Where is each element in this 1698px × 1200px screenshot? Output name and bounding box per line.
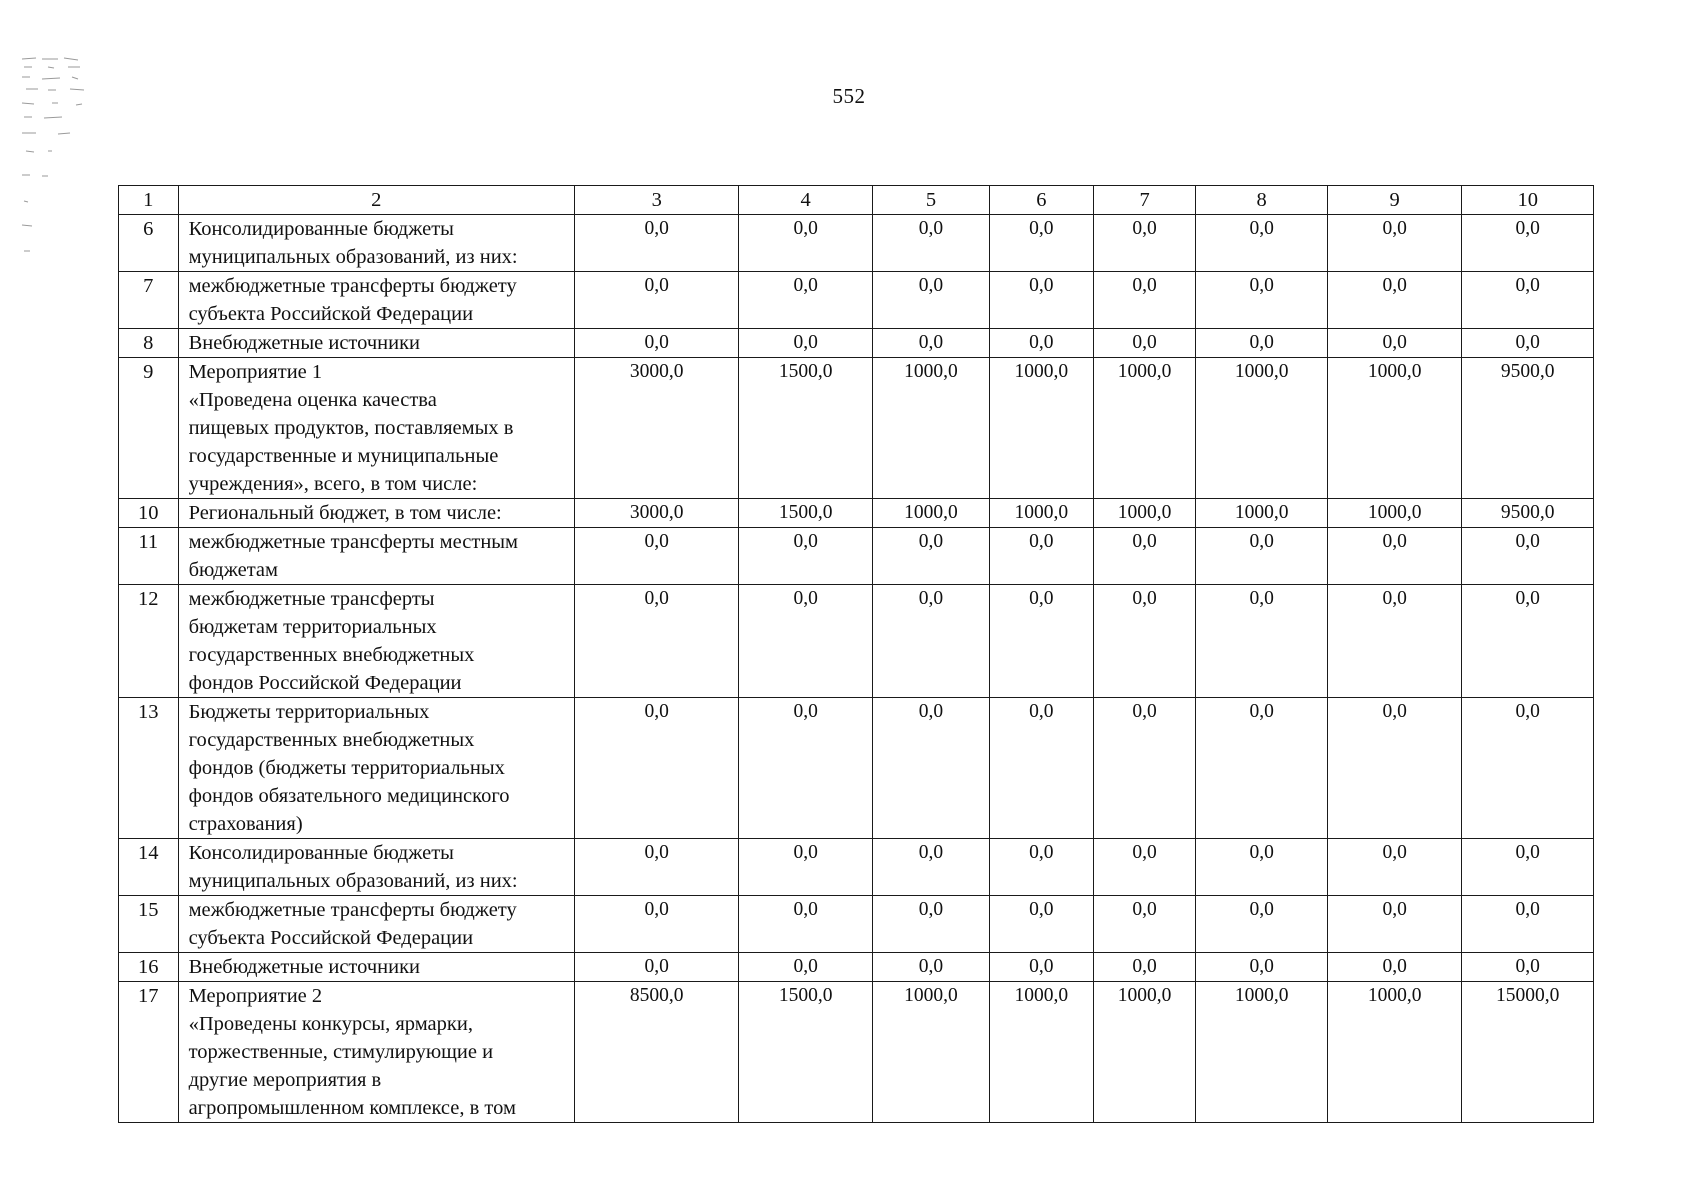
table-row	[119, 896, 1594, 953]
row-number: 13	[119, 698, 179, 839]
value-cell: 0,0	[1462, 896, 1594, 953]
value-cell: 0,0	[739, 953, 873, 982]
value-cell: 0,0	[872, 272, 989, 329]
value-cell: 1000,0	[872, 358, 989, 499]
value-cell: 0,0	[1093, 528, 1196, 585]
value-cell: 0,0	[1093, 698, 1196, 839]
value-cell: 1000,0	[1196, 982, 1327, 1123]
value-cell: 0,0	[1462, 585, 1594, 698]
value-cell: 0,0	[1093, 896, 1196, 953]
table-row	[119, 329, 1594, 358]
value-cell: 0,0	[575, 215, 739, 272]
column-header-9: 9	[1327, 186, 1462, 215]
value-cell: 0,0	[1196, 528, 1327, 585]
value-cell: 0,0	[872, 953, 989, 982]
column-header-5: 5	[872, 186, 989, 215]
row-description: межбюджетные трансферты бюджету субъекта Российской Федерации	[178, 896, 574, 953]
table-row	[119, 215, 1594, 272]
column-header-8: 8	[1196, 186, 1327, 215]
value-cell: 0,0	[989, 896, 1093, 953]
value-cell: 0,0	[989, 585, 1093, 698]
row-number: 15	[119, 896, 179, 953]
row-description: Мероприятие 2 «Проведены конкурсы, ярмарки, торжественные, стимулирующие и другие мероприятия в агропромышленном комплексе, в том	[178, 982, 574, 1123]
value-cell: 0,0	[739, 698, 873, 839]
row-number: 17	[119, 982, 179, 1123]
table-row	[119, 585, 1594, 698]
row-description: межбюджетные трансферты бюджетам территориальных государственных внебюджетных фондов Российской Федерации	[178, 585, 574, 698]
value-cell: 1000,0	[1196, 358, 1327, 499]
value-cell: 0,0	[1093, 329, 1196, 358]
value-cell: 0,0	[1093, 215, 1196, 272]
table-row	[119, 698, 1594, 839]
table-row	[119, 358, 1594, 499]
value-cell: 0,0	[1196, 585, 1327, 698]
value-cell: 0,0	[1462, 272, 1594, 329]
value-cell: 0,0	[989, 953, 1093, 982]
value-cell: 0,0	[1196, 953, 1327, 982]
table-row	[119, 499, 1594, 528]
value-cell: 0,0	[1327, 953, 1462, 982]
column-header-4: 4	[739, 186, 873, 215]
table-row	[119, 528, 1594, 585]
table-body	[119, 186, 1594, 1123]
column-header-3: 3	[575, 186, 739, 215]
value-cell: 0,0	[1327, 272, 1462, 329]
column-header-10: 10	[1462, 186, 1594, 215]
value-cell: 0,0	[739, 528, 873, 585]
value-cell: 0,0	[1327, 528, 1462, 585]
row-description: Консолидированные бюджеты муниципальных образований, из них:	[178, 839, 574, 896]
row-number: 9	[119, 358, 179, 499]
value-cell: 1000,0	[1196, 499, 1327, 528]
row-description: Бюджеты территориальных государственных внебюджетных фондов (бюджеты территориальных фондов обязательного медицинского страхования)	[178, 698, 574, 839]
value-cell: 0,0	[989, 272, 1093, 329]
value-cell: 0,0	[739, 272, 873, 329]
value-cell: 0,0	[872, 215, 989, 272]
column-header-7: 7	[1093, 186, 1196, 215]
row-number: 10	[119, 499, 179, 528]
row-description: Мероприятие 1 «Проведена оценка качества пищевых продуктов, поставляемых в государственные и муниципальные учреждения», всего, в том числе:	[178, 358, 574, 499]
value-cell: 0,0	[1093, 839, 1196, 896]
value-cell: 0,0	[989, 528, 1093, 585]
value-cell: 1500,0	[739, 358, 873, 499]
value-cell: 0,0	[1093, 272, 1196, 329]
value-cell: 0,0	[1196, 896, 1327, 953]
row-description: Внебюджетные источники	[178, 329, 574, 358]
value-cell: 1000,0	[1327, 982, 1462, 1123]
budget-table	[118, 185, 1594, 1123]
table-row	[119, 953, 1594, 982]
table-row	[119, 272, 1594, 329]
value-cell: 0,0	[1462, 329, 1594, 358]
value-cell: 0,0	[1462, 215, 1594, 272]
column-header-6: 6	[989, 186, 1093, 215]
value-cell: 0,0	[872, 839, 989, 896]
value-cell: 0,0	[1196, 698, 1327, 839]
value-cell: 0,0	[739, 215, 873, 272]
value-cell: 1000,0	[1093, 499, 1196, 528]
header-row	[119, 186, 1594, 215]
value-cell: 0,0	[989, 329, 1093, 358]
value-cell: 0,0	[1093, 585, 1196, 698]
row-number: 8	[119, 329, 179, 358]
row-description: межбюджетные трансферты местным бюджетам	[178, 528, 574, 585]
value-cell: 0,0	[1327, 585, 1462, 698]
value-cell: 1000,0	[1093, 358, 1196, 499]
value-cell: 0,0	[1462, 698, 1594, 839]
value-cell: 1500,0	[739, 499, 873, 528]
value-cell: 0,0	[1196, 839, 1327, 896]
value-cell: 1000,0	[989, 982, 1093, 1123]
value-cell: 0,0	[1462, 953, 1594, 982]
value-cell: 0,0	[872, 528, 989, 585]
row-number: 11	[119, 528, 179, 585]
value-cell: 0,0	[575, 896, 739, 953]
value-cell: 0,0	[872, 698, 989, 839]
value-cell: 0,0	[872, 896, 989, 953]
value-cell: 1000,0	[872, 499, 989, 528]
value-cell: 0,0	[989, 215, 1093, 272]
value-cell: 0,0	[1462, 839, 1594, 896]
value-cell: 1500,0	[739, 982, 873, 1123]
value-cell: 9500,0	[1462, 358, 1594, 499]
value-cell: 0,0	[1196, 215, 1327, 272]
value-cell: 0,0	[1196, 272, 1327, 329]
value-cell: 1000,0	[989, 358, 1093, 499]
value-cell: 0,0	[1327, 215, 1462, 272]
value-cell: 15000,0	[1462, 982, 1594, 1123]
value-cell: 0,0	[1327, 698, 1462, 839]
value-cell: 1000,0	[1327, 499, 1462, 528]
value-cell: 0,0	[739, 585, 873, 698]
row-description: Консолидированные бюджеты муниципальных образований, из них:	[178, 215, 574, 272]
value-cell: 0,0	[575, 585, 739, 698]
value-cell: 0,0	[575, 272, 739, 329]
row-number: 6	[119, 215, 179, 272]
value-cell: 0,0	[739, 839, 873, 896]
value-cell: 0,0	[1196, 329, 1327, 358]
value-cell: 0,0	[1462, 528, 1594, 585]
value-cell: 0,0	[1327, 839, 1462, 896]
value-cell: 0,0	[1093, 953, 1196, 982]
table-row	[119, 982, 1594, 1123]
value-cell: 9500,0	[1462, 499, 1594, 528]
value-cell: 0,0	[575, 329, 739, 358]
value-cell: 0,0	[739, 329, 873, 358]
column-header-2: 2	[178, 186, 574, 215]
value-cell: 0,0	[575, 839, 739, 896]
row-number: 7	[119, 272, 179, 329]
value-cell: 0,0	[575, 953, 739, 982]
value-cell: 0,0	[1327, 896, 1462, 953]
value-cell: 8500,0	[575, 982, 739, 1123]
value-cell: 0,0	[575, 698, 739, 839]
value-cell: 3000,0	[575, 499, 739, 528]
value-cell: 1000,0	[1327, 358, 1462, 499]
row-description: Внебюджетные источники	[178, 953, 574, 982]
value-cell: 0,0	[575, 528, 739, 585]
value-cell: 0,0	[872, 585, 989, 698]
value-cell: 1000,0	[1093, 982, 1196, 1123]
value-cell: 3000,0	[575, 358, 739, 499]
margin-stamp-image	[18, 55, 98, 265]
row-number: 14	[119, 839, 179, 896]
page-number: 552	[832, 84, 866, 108]
row-number: 16	[119, 953, 179, 982]
value-cell: 0,0	[989, 839, 1093, 896]
value-cell: 1000,0	[989, 499, 1093, 528]
row-description: Региональный бюджет, в том числе:	[178, 499, 574, 528]
table-row	[119, 839, 1594, 896]
value-cell: 0,0	[989, 698, 1093, 839]
value-cell: 0,0	[872, 329, 989, 358]
row-number: 12	[119, 585, 179, 698]
row-description: межбюджетные трансферты бюджету субъекта Российской Федерации	[178, 272, 574, 329]
column-header-1: 1	[119, 186, 179, 215]
value-cell: 0,0	[739, 896, 873, 953]
value-cell: 0,0	[1327, 329, 1462, 358]
value-cell: 1000,0	[872, 982, 989, 1123]
